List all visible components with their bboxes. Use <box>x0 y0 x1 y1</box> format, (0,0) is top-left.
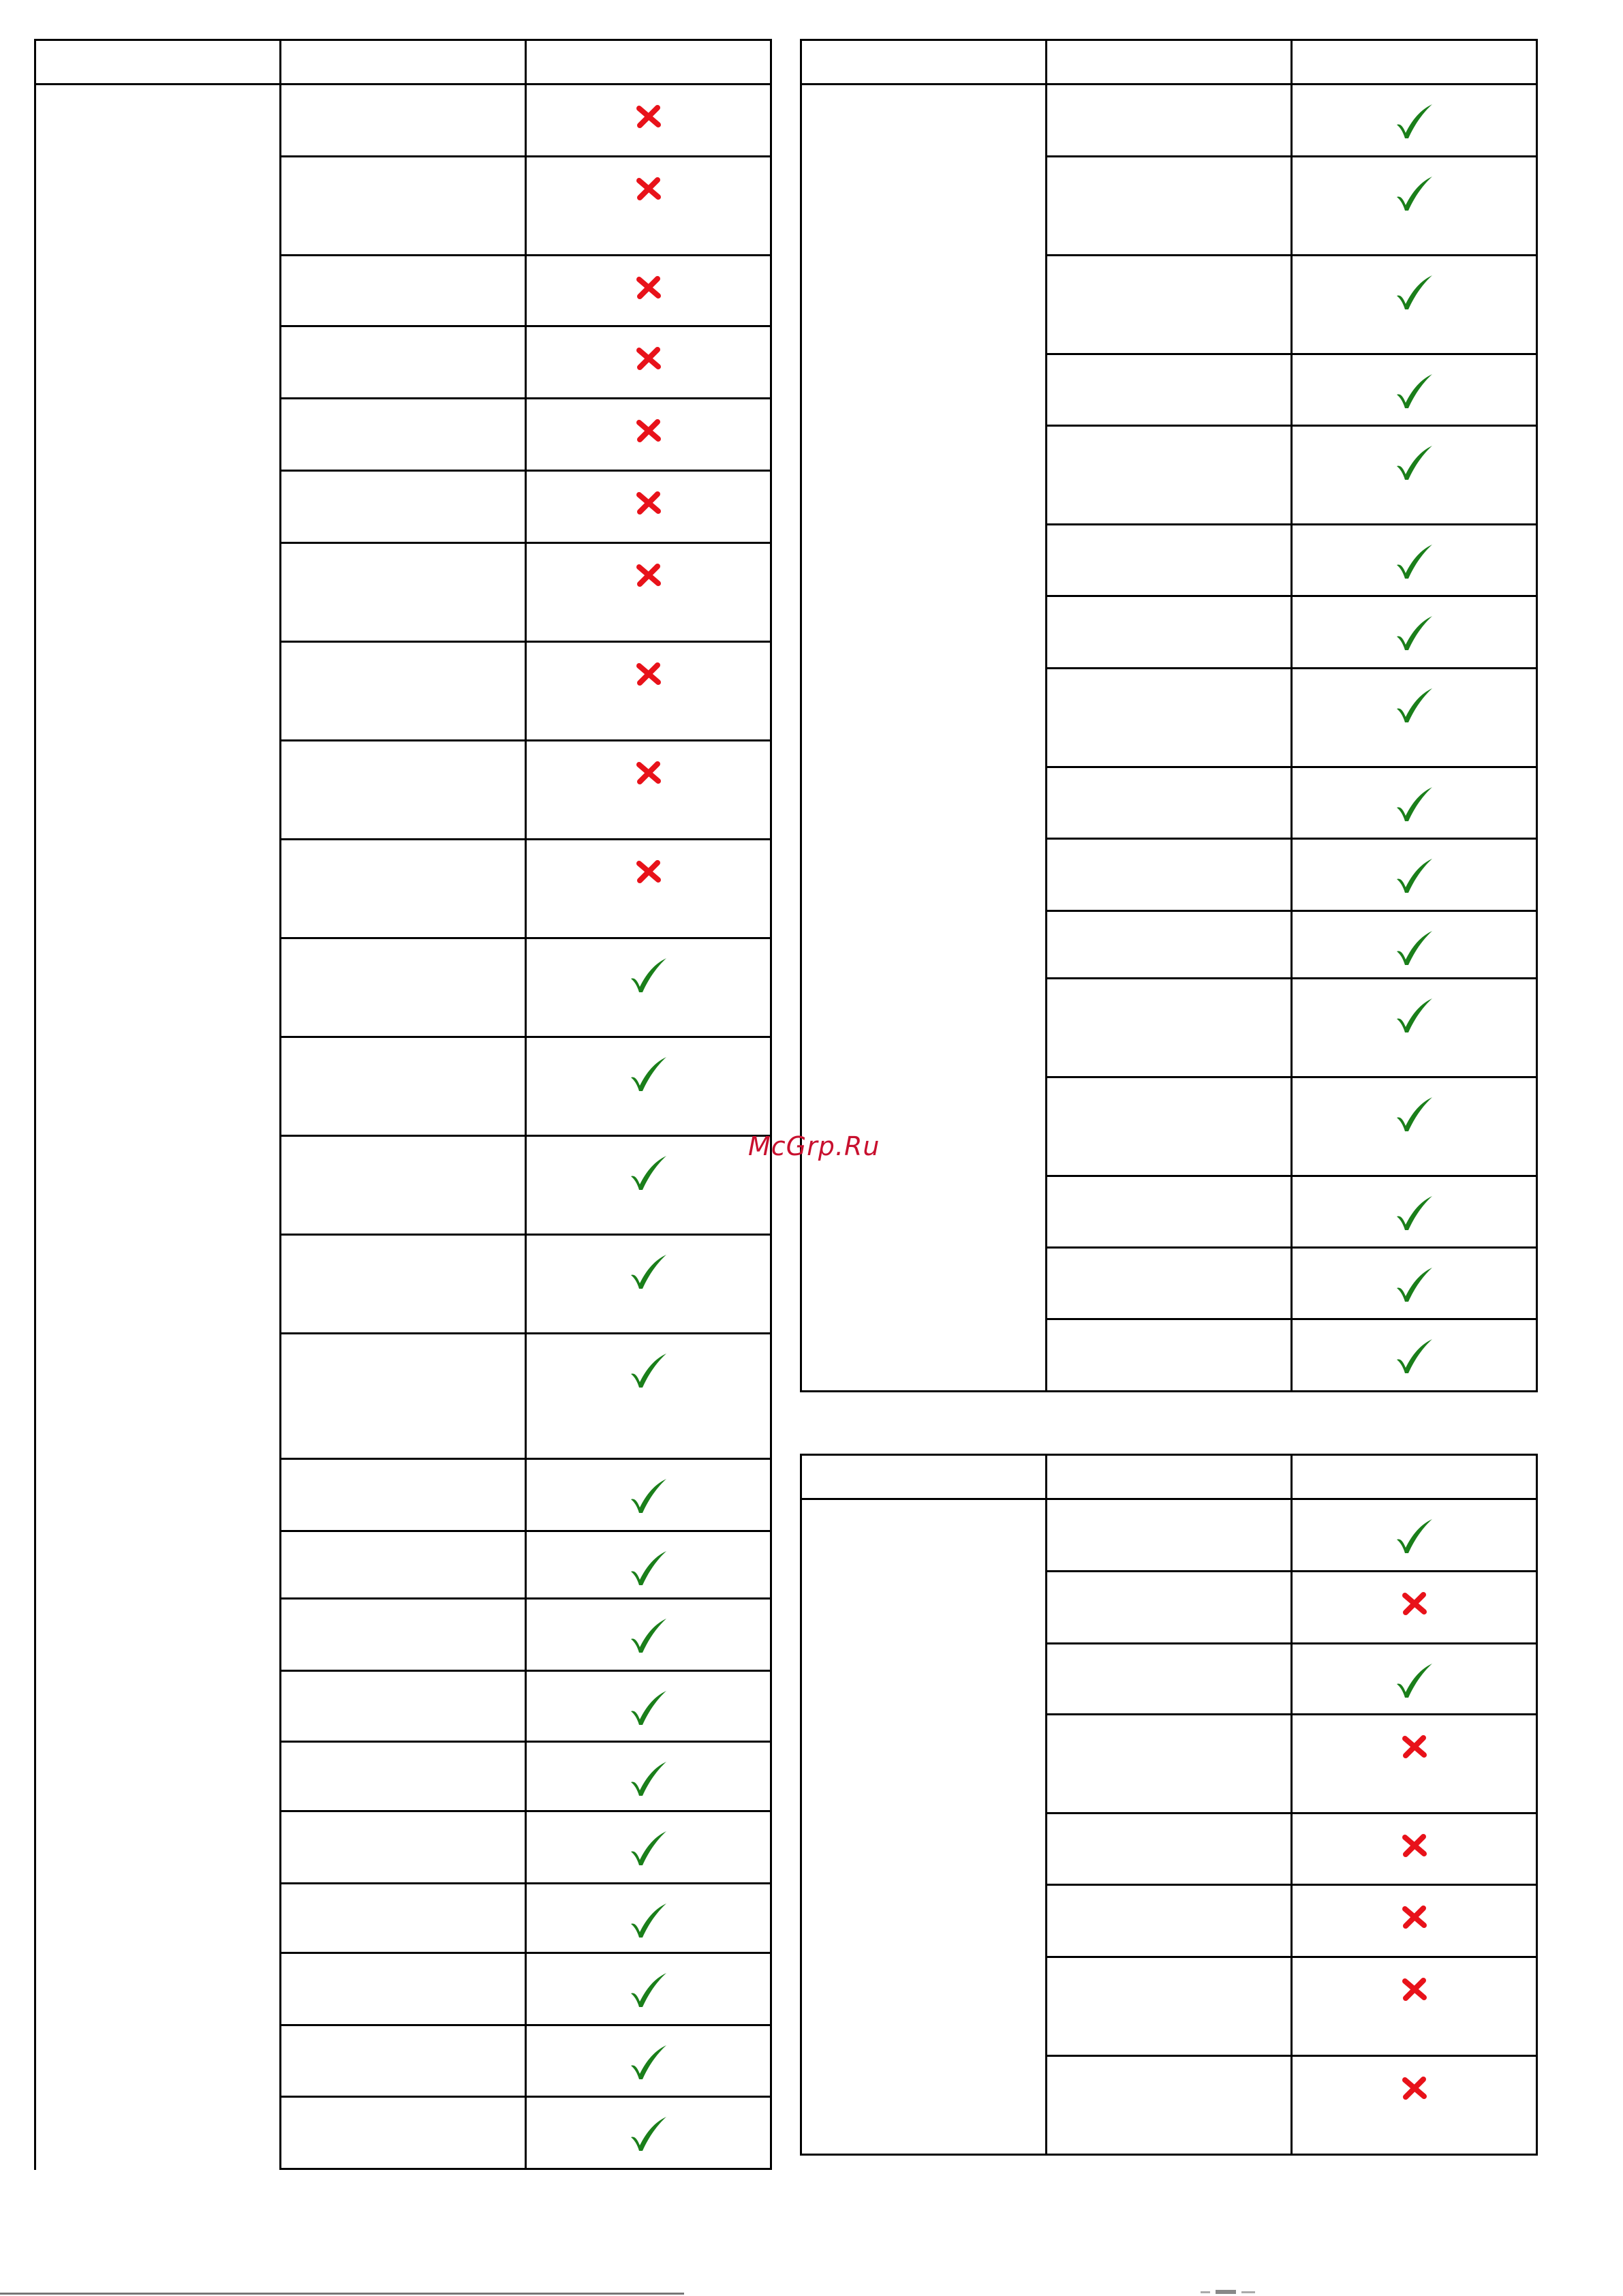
status-cell <box>527 2026 770 2096</box>
status-cell <box>527 1236 770 1332</box>
cross-icon <box>1401 1590 1428 1617</box>
column-divider <box>1045 1498 1047 2156</box>
status-cell <box>527 1599 770 1670</box>
check-icon <box>1395 687 1434 724</box>
footer-rule <box>0 2293 684 2295</box>
check-icon <box>629 1902 668 1939</box>
check-icon <box>1395 543 1434 580</box>
header-col-divider <box>800 1454 802 1500</box>
check-icon <box>629 2044 668 2081</box>
check-icon <box>629 957 668 994</box>
header-col-divider <box>1290 1454 1293 1500</box>
check-icon <box>1395 615 1434 652</box>
check-icon <box>629 1830 668 1867</box>
check-icon <box>1395 1518 1434 1555</box>
status-cell <box>1293 1814 1536 1884</box>
cross-icon <box>635 175 662 202</box>
header-col-divider <box>525 39 527 85</box>
header-col-divider <box>1536 39 1538 85</box>
status-cell <box>1293 1572 1536 1642</box>
cross-icon <box>635 562 662 589</box>
cross-icon <box>1401 2075 1428 2102</box>
check-icon <box>1395 1662 1434 1699</box>
status-cell <box>527 2098 770 2168</box>
check-icon <box>629 1617 668 1654</box>
watermark: McGrp.Ru <box>748 1131 880 1161</box>
check-icon <box>1395 930 1434 966</box>
check-icon <box>629 1972 668 2008</box>
table-border-right <box>770 83 772 2170</box>
check-icon <box>1395 997 1434 1034</box>
status-cell <box>527 1334 770 1458</box>
check-icon <box>1395 857 1434 894</box>
check-icon <box>1395 103 1434 140</box>
status-cell <box>527 1532 770 1597</box>
status-cell <box>527 1672 770 1741</box>
status-cell <box>527 643 770 739</box>
table-border-left <box>800 83 802 1392</box>
row-divider <box>1045 1390 1538 1392</box>
status-cell <box>527 741 770 838</box>
status-cell <box>1293 1715 1536 1812</box>
header-col-divider <box>800 39 802 85</box>
status-cell <box>527 1038 770 1135</box>
table-border-left <box>800 1498 802 2156</box>
row-divider <box>1045 2154 1538 2156</box>
status-cell <box>1293 1886 1536 1956</box>
status-cell <box>1293 85 1536 155</box>
status-cell <box>1293 768 1536 838</box>
check-icon <box>629 1550 668 1587</box>
check-icon <box>1395 373 1434 410</box>
cross-icon <box>635 274 662 301</box>
status-cell <box>1293 2057 1536 2154</box>
status-cell <box>1293 1249 1536 1318</box>
cross-icon <box>1401 1903 1428 1931</box>
footer-mark <box>1201 2290 1262 2296</box>
check-icon <box>1395 444 1434 481</box>
row-divider <box>279 2168 772 2170</box>
check-icon <box>629 1478 668 1514</box>
column-divider <box>279 83 281 2170</box>
cross-icon <box>635 417 662 444</box>
status-cell <box>1293 525 1536 595</box>
check-icon <box>629 1352 668 1389</box>
column-divider <box>1045 83 1047 1392</box>
status-cell <box>1293 427 1536 523</box>
status-cell <box>1293 669 1536 766</box>
check-icon <box>629 1154 668 1191</box>
header-col-divider <box>1045 1454 1047 1500</box>
cross-icon <box>1401 1733 1428 1760</box>
status-cell <box>527 1884 770 1952</box>
cross-icon <box>635 489 662 517</box>
header-col-divider <box>279 39 281 85</box>
header-col-divider <box>34 39 36 85</box>
status-cell <box>527 256 770 325</box>
table-border-right <box>1536 83 1538 1392</box>
table-border-top <box>34 39 772 41</box>
table-border-bottom <box>800 2154 1047 2156</box>
status-cell <box>527 1954 770 2024</box>
check-icon <box>1395 1096 1434 1133</box>
cross-icon <box>635 858 662 885</box>
status-cell <box>527 939 770 1036</box>
cross-icon <box>635 660 662 688</box>
status-cell <box>1293 1500 1536 1570</box>
status-cell <box>1293 979 1536 1076</box>
check-icon <box>629 1253 668 1290</box>
table-border-top <box>800 39 1538 41</box>
status-cell <box>527 85 770 155</box>
cross-icon <box>1401 1832 1428 1859</box>
table-border-bottom <box>800 1390 1047 1392</box>
status-cell <box>527 399 770 470</box>
cross-icon <box>635 759 662 786</box>
status-cell <box>1293 157 1536 254</box>
check-icon <box>1395 1266 1434 1303</box>
header-col-divider <box>1536 1454 1538 1500</box>
status-cell <box>527 157 770 254</box>
status-cell <box>1293 1644 1536 1713</box>
status-cell <box>527 327 770 397</box>
status-cell <box>1293 1177 1536 1246</box>
table-border-right <box>1536 1498 1538 2156</box>
status-cell <box>1293 1958 1536 2055</box>
status-cell <box>527 1812 770 1882</box>
status-cell <box>527 1460 770 1530</box>
check-icon <box>629 1056 668 1092</box>
check-icon <box>1395 1195 1434 1231</box>
cross-icon <box>635 345 662 372</box>
status-cell <box>1293 1078 1536 1175</box>
status-cell <box>1293 355 1536 425</box>
status-cell <box>1293 1320 1536 1390</box>
table-border-top <box>800 1454 1538 1456</box>
header-col-divider <box>770 39 772 85</box>
check-icon <box>1395 1338 1434 1375</box>
check-icon <box>1395 274 1434 311</box>
status-cell <box>1293 840 1536 910</box>
check-icon <box>629 1689 668 1726</box>
check-icon <box>1395 786 1434 823</box>
check-icon <box>629 2115 668 2152</box>
cross-icon <box>1401 1976 1428 2003</box>
cross-icon <box>635 103 662 130</box>
check-icon <box>629 1760 668 1797</box>
table-border-left <box>34 83 36 2170</box>
status-cell <box>527 1743 770 1810</box>
status-cell <box>1293 256 1536 353</box>
status-cell <box>527 840 770 937</box>
status-cell <box>527 1137 770 1234</box>
status-cell <box>527 544 770 641</box>
check-icon <box>1395 175 1434 212</box>
status-cell <box>1293 912 1536 977</box>
header-col-divider <box>1045 39 1047 85</box>
status-cell <box>1293 597 1536 667</box>
header-col-divider <box>1290 39 1293 85</box>
status-cell <box>527 472 770 542</box>
